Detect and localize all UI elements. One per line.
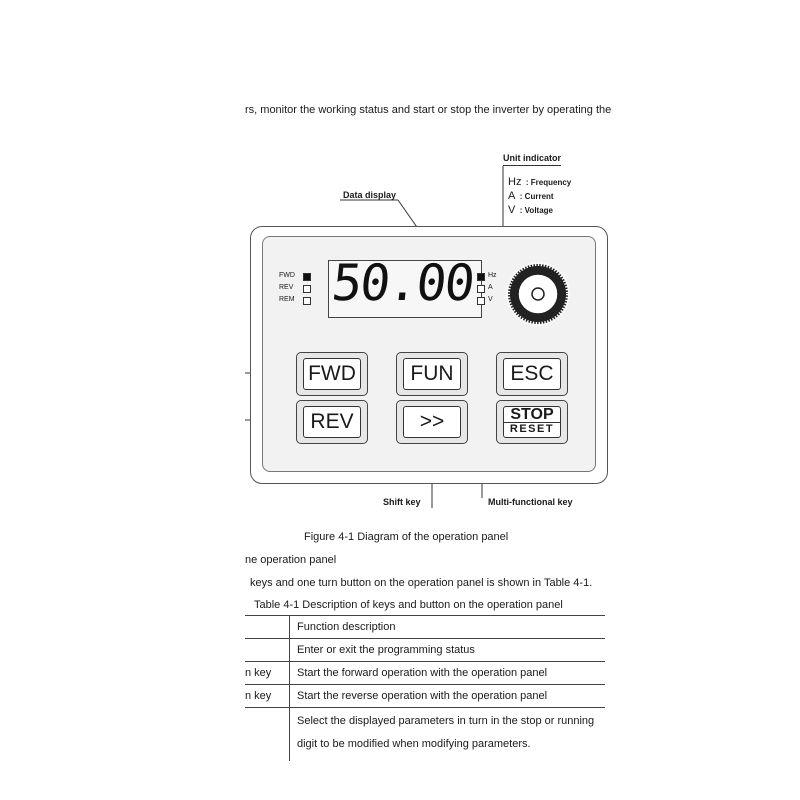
stop-reset-key-face	[503, 406, 561, 438]
section-text: keys and one turn button on the operation panel is shown in Table 4-1.	[250, 577, 593, 589]
section-heading: ne operation panel	[245, 554, 337, 566]
unit-desc-hz: : Frequency	[525, 178, 572, 187]
stop-key-label: STOP	[510, 406, 554, 423]
rev-key[interactable]	[296, 400, 368, 444]
fun-key-label: FUN	[403, 358, 461, 390]
keys-table	[245, 615, 605, 761]
data-display-label: Data display	[343, 190, 397, 200]
display-value: 50.00	[329, 254, 476, 312]
led-rev-indicator	[303, 285, 311, 293]
fwd-key[interactable]	[296, 352, 368, 396]
shift-key-callout: Shift key	[383, 497, 421, 507]
unit-desc-v: : Voltage	[519, 206, 553, 215]
table-header-row	[245, 615, 605, 639]
turn-knob[interactable]	[503, 262, 573, 328]
esc-key[interactable]	[496, 352, 568, 396]
led-label-rem: REM	[279, 296, 295, 303]
stop-reset-key[interactable]	[496, 400, 568, 444]
table-cell-desc-continued: digit to be modified when modifying parameters.	[297, 738, 531, 750]
table-header-desc: Function description	[297, 621, 396, 633]
table-row	[245, 661, 605, 685]
led-a-indicator	[477, 285, 485, 293]
figure-caption: Figure 4-1 Diagram of the operation panel	[304, 531, 509, 543]
led-label-fwd: FWD	[279, 272, 295, 279]
table-cell-desc: Start the forward operation with the operation panel	[297, 667, 548, 679]
shift-key-label: >>	[403, 406, 461, 438]
led-label-v: V	[488, 296, 493, 303]
unit-symbol-a: A	[508, 190, 516, 202]
table-row	[245, 707, 605, 762]
table-row	[245, 684, 605, 708]
led-label-rev: REV	[279, 284, 294, 291]
table-cell-desc: Select the displayed parameters in turn in the stop or running	[297, 715, 595, 727]
led-label-a: A	[488, 284, 493, 291]
table-cell-name: n key	[245, 667, 272, 679]
led-v-indicator	[477, 297, 485, 305]
reset-key-label: RESET	[504, 422, 560, 436]
unit-symbol-hz: Hz	[508, 176, 522, 188]
multi-functional-key-callout: Multi-functional key	[488, 497, 573, 507]
intro-text: rs, monitor the working status and start or stop the inverter by operating the	[245, 104, 612, 116]
rev-key-label: REV	[303, 406, 361, 438]
shift-key[interactable]	[396, 400, 468, 444]
table-caption: Table 4-1 Description of keys and button on the operation panel	[254, 599, 563, 611]
fwd-key-label: FWD	[303, 358, 361, 390]
unit-symbol-v: V	[508, 204, 516, 216]
led-hz-indicator	[477, 273, 485, 281]
table-cell-desc: Enter or exit the programming status	[297, 644, 475, 656]
table-cell-desc: Start the reverse operation with the operation panel	[297, 690, 548, 702]
led-fwd-indicator	[303, 273, 311, 281]
unit-desc-a: : Current	[519, 192, 554, 201]
unit-indicator-label: Unit indicator	[503, 153, 561, 163]
table-cell-name: n key	[245, 690, 272, 702]
led-rem-indicator	[303, 297, 311, 305]
fun-key[interactable]	[396, 352, 468, 396]
esc-key-label: ESC	[503, 358, 561, 390]
table-row	[245, 638, 605, 662]
led-label-hz: Hz	[488, 272, 497, 279]
